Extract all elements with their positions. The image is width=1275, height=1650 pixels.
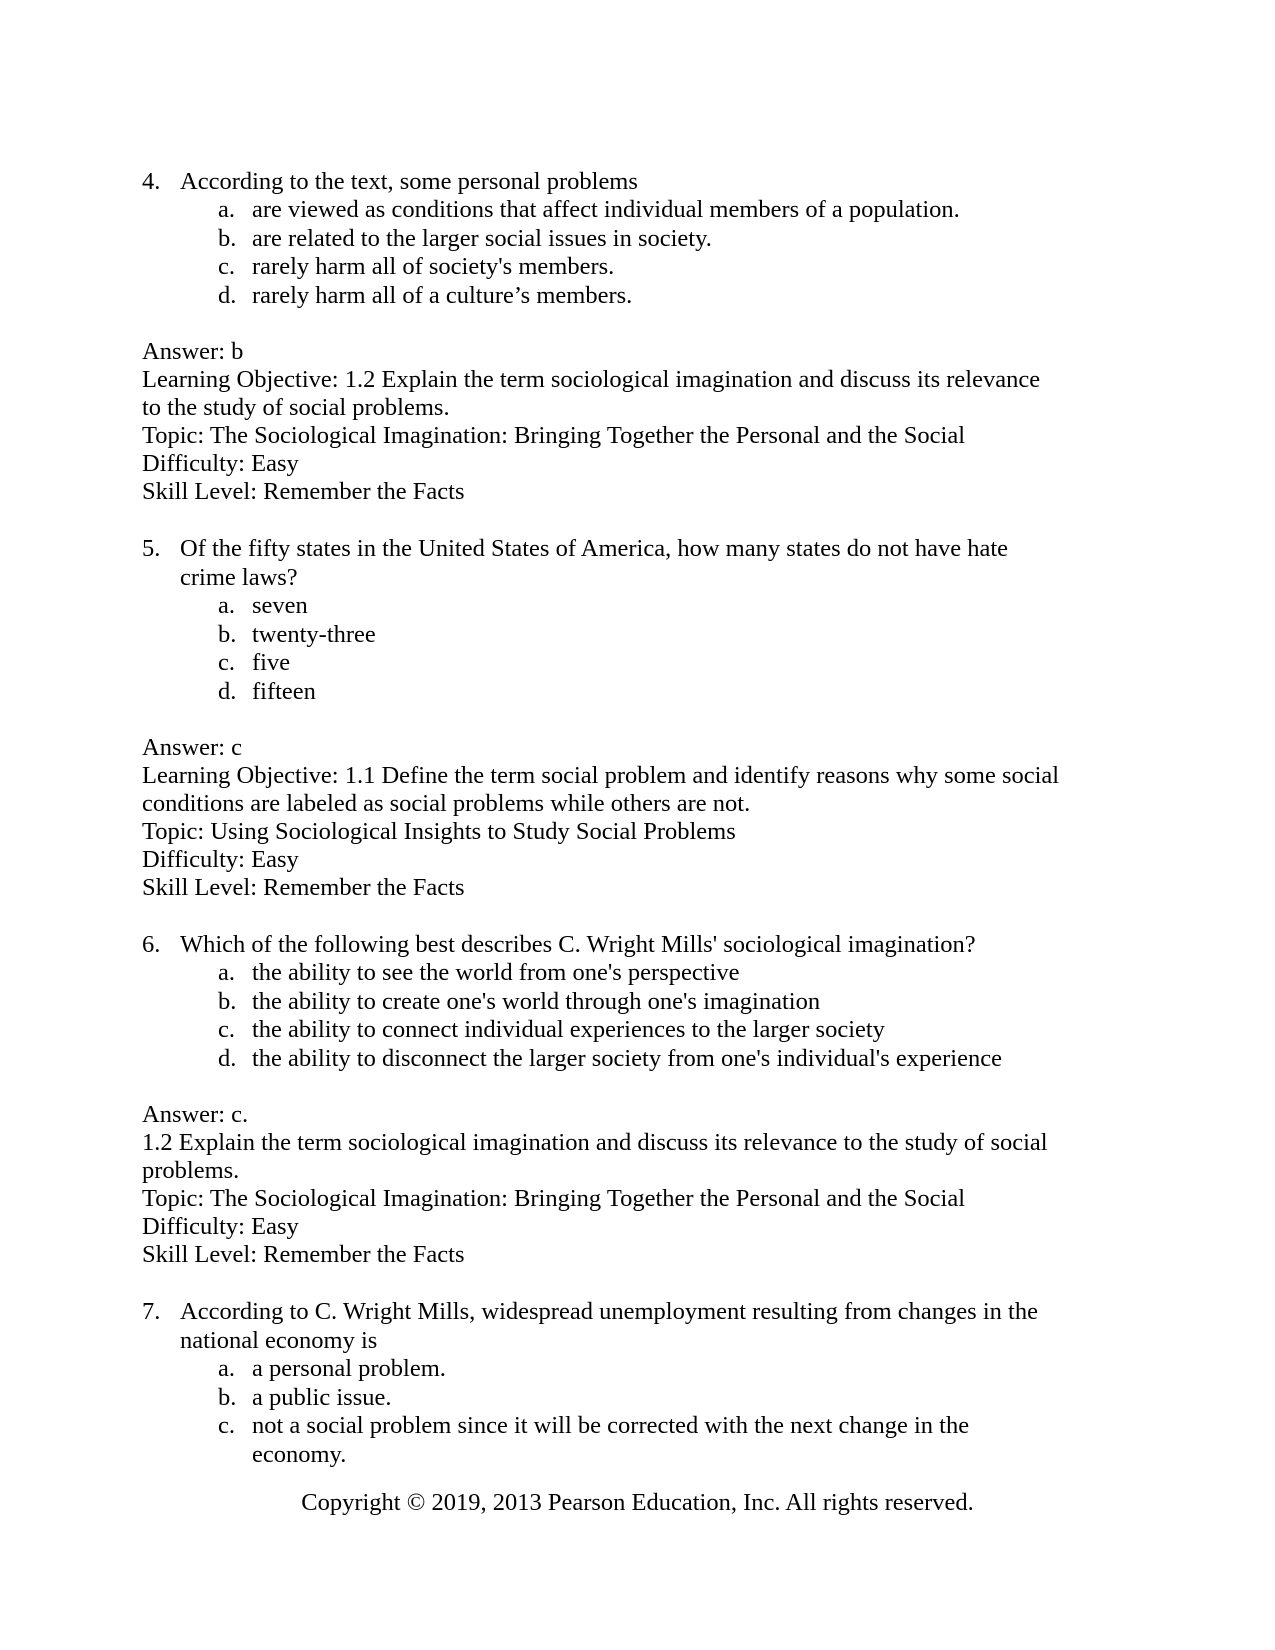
option-item [218,988,1062,1017]
question-number: 5. [142,535,161,562]
answer-meta-5 [142,734,1066,902]
question-text: Of the fifty states in the United States of America, how many states do not have hate crime laws? [180,535,1009,591]
option-letter: d. [218,281,237,309]
options-list-6 [142,959,1062,1073]
option-item [218,1016,1062,1045]
answer-line: Answer: b [142,338,244,365]
question-block-7 [142,1297,1062,1469]
spacer [142,1073,1062,1101]
spacer [142,902,1062,930]
option-text: five [252,649,291,676]
option-text: twenty-three [252,620,376,648]
option-text: fifteen [252,677,316,705]
question-stem-5 [142,534,1062,592]
difficulty-line: Difficulty: Easy [142,450,299,477]
copyright-text: Copyright © 2019, 2013 Pearson Education, Inc. All rights reserved. [301,1489,974,1516]
option-item [218,1384,1062,1413]
option-letter: c. [218,1016,235,1043]
skill-level-line: Skill Level: Remember the Facts [142,1241,465,1268]
option-item [218,649,1062,678]
question-block-4 [142,167,1062,506]
topic-line: Topic: Using Sociological Insights to Study Social Problems [142,818,736,845]
answer-line: Answer: c. [142,1101,249,1128]
option-letter: b. [218,620,237,648]
option-item [218,225,1062,254]
option-letter: d. [218,1044,237,1072]
question-text: According to C. Wright Mills, widespread unemployment resulting from changes in the national economy is [180,1298,1038,1354]
question-number: 7. [142,1298,161,1325]
learning-objective-line: Learning Objective: 1.1 Define the term social problem and identify reasons why some social conditions are labeled as social problems while others are not. [142,762,1066,817]
option-letter: c. [218,649,235,676]
option-item [218,1045,1062,1074]
options-list-4 [142,196,1062,310]
option-text: are related to the larger social issues in society. [252,224,712,252]
option-item [218,592,1062,621]
learning-objective-line: 1.2 Explain the term sociological imagination and discuss its relevance to the study of social problems. [142,1129,1054,1184]
question-block-5 [142,534,1066,902]
option-item [218,1412,1062,1469]
question-text: According to the text, some personal problems [180,168,638,195]
answer-meta-4 [142,338,1062,506]
answer-meta-6 [142,1101,1062,1269]
option-letter: d. [218,677,237,705]
option-text: the ability to create one's world through one's imagination [252,987,821,1015]
difficulty-line: Difficulty: Easy [142,1213,299,1240]
question-number: 6. [142,931,161,958]
question-text: Which of the following best describes C. Wright Mills' sociological imagination? [180,931,976,958]
option-item [218,282,1062,311]
option-text: not a social problem since it will be corrected with the next change in the economy. [252,1412,970,1468]
options-list-5 [142,592,1062,706]
question-block-6 [142,930,1062,1269]
topic-line: Topic: The Sociological Imagination: Bringing Together the Personal and the Social [142,422,966,449]
option-text: rarely harm all of a culture’s members. [252,281,633,309]
answer-line: Answer: c [142,734,243,761]
option-text: the ability to see the world from one's perspective [252,959,740,986]
option-letter: c. [218,1412,235,1439]
option-letter: b. [218,224,237,252]
difficulty-line: Difficulty: Easy [142,846,299,873]
option-item [218,678,1062,707]
option-item [218,196,1062,225]
question-number: 4. [142,168,161,195]
option-text: the ability to connect individual experiences to the larger society [252,1016,885,1043]
learning-objective-line: Learning Objective: 1.2 Explain the term sociological imagination and discuss its relevance to the study of social problems. [142,366,1047,421]
skill-level-line: Skill Level: Remember the Facts [142,874,465,901]
option-letter: a. [218,959,235,986]
skill-level-line: Skill Level: Remember the Facts [142,478,465,505]
topic-line: Topic: The Sociological Imagination: Bringing Together the Personal and the Social [142,1185,966,1212]
page-content [142,167,1066,1469]
spacer [142,506,1062,534]
option-letter: a. [218,196,235,223]
option-text: the ability to disconnect the larger society from one's individual's experience [252,1044,1002,1072]
option-letter: a. [218,592,235,619]
option-letter: b. [218,987,237,1015]
option-item [218,959,1062,988]
option-letter: c. [218,253,235,280]
options-list-7 [142,1355,1062,1469]
option-letter: a. [218,1355,235,1382]
option-text: are viewed as conditions that affect individual members of a population. [252,196,960,223]
page-footer [0,1489,1275,1517]
spacer [142,310,1062,338]
option-item [218,1355,1062,1384]
option-text: seven [252,592,308,619]
option-text: rarely harm all of society's members. [252,253,615,280]
option-text: a public issue. [252,1383,392,1411]
spacer [142,706,1062,734]
option-item [218,621,1062,650]
option-item [218,253,1062,282]
question-stem-4 [142,167,1062,196]
option-text: a personal problem. [252,1355,446,1382]
spacer [142,1269,1062,1297]
question-stem-7 [142,1297,1062,1355]
question-stem-6 [142,930,1062,959]
option-letter: b. [218,1383,237,1411]
